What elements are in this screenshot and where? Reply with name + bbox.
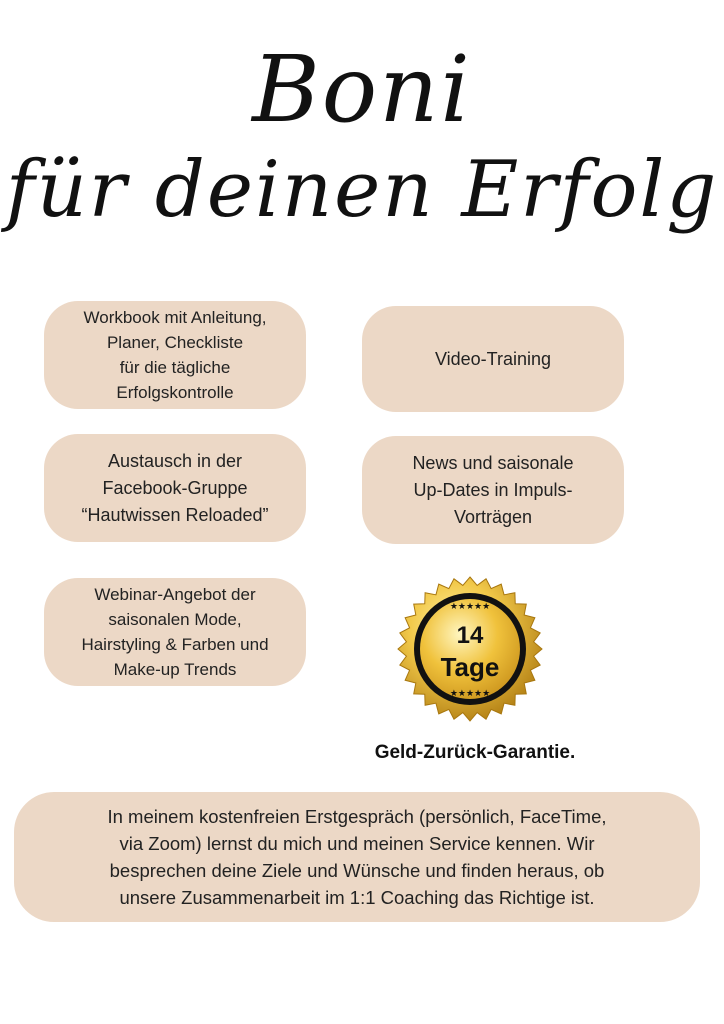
card-webinar: Webinar-Angebot der saisonalen Mode, Hairstyling & Farben und Make-up Trends [44, 578, 306, 686]
seal-stars-top: ★★★★★ [449, 602, 491, 612]
seal-center [420, 599, 520, 699]
seal-stars-bottom: ★★★★★ [449, 689, 491, 699]
seal-number: 14 [456, 622, 484, 649]
page-title-line-1: Boni [252, 36, 472, 143]
card-news-updates: News und saisonale Up-Dates in Impuls- Vorträgen [362, 436, 624, 544]
seal-label: Tage [440, 652, 500, 682]
guarantee-seal-icon [396, 575, 544, 723]
card-facebook-group: Austausch in der Facebook-Gruppe “Hautwissen Reloaded” [44, 434, 306, 542]
guarantee-text: Geld-Zurück-Garantie. [374, 742, 576, 763]
card-erstgespraech: In meinem kostenfreien Erstgespräch (persönlich, FaceTime, via Zoom) lernst du mich und meinen Service kennen. Wir besprechen deine Ziele und Wünsche und finden heraus, ob unsere Zusammenarbeit im 1:1 Coaching das Richtige ist. [14, 792, 700, 922]
card-video-training: Video-Training [362, 306, 624, 412]
page-title-line-2: für deinen Erfolg [5, 145, 719, 235]
card-workbook: Workbook mit Anleitung, Planer, Checkliste für die tägliche Erfolgskontrolle [44, 301, 306, 409]
